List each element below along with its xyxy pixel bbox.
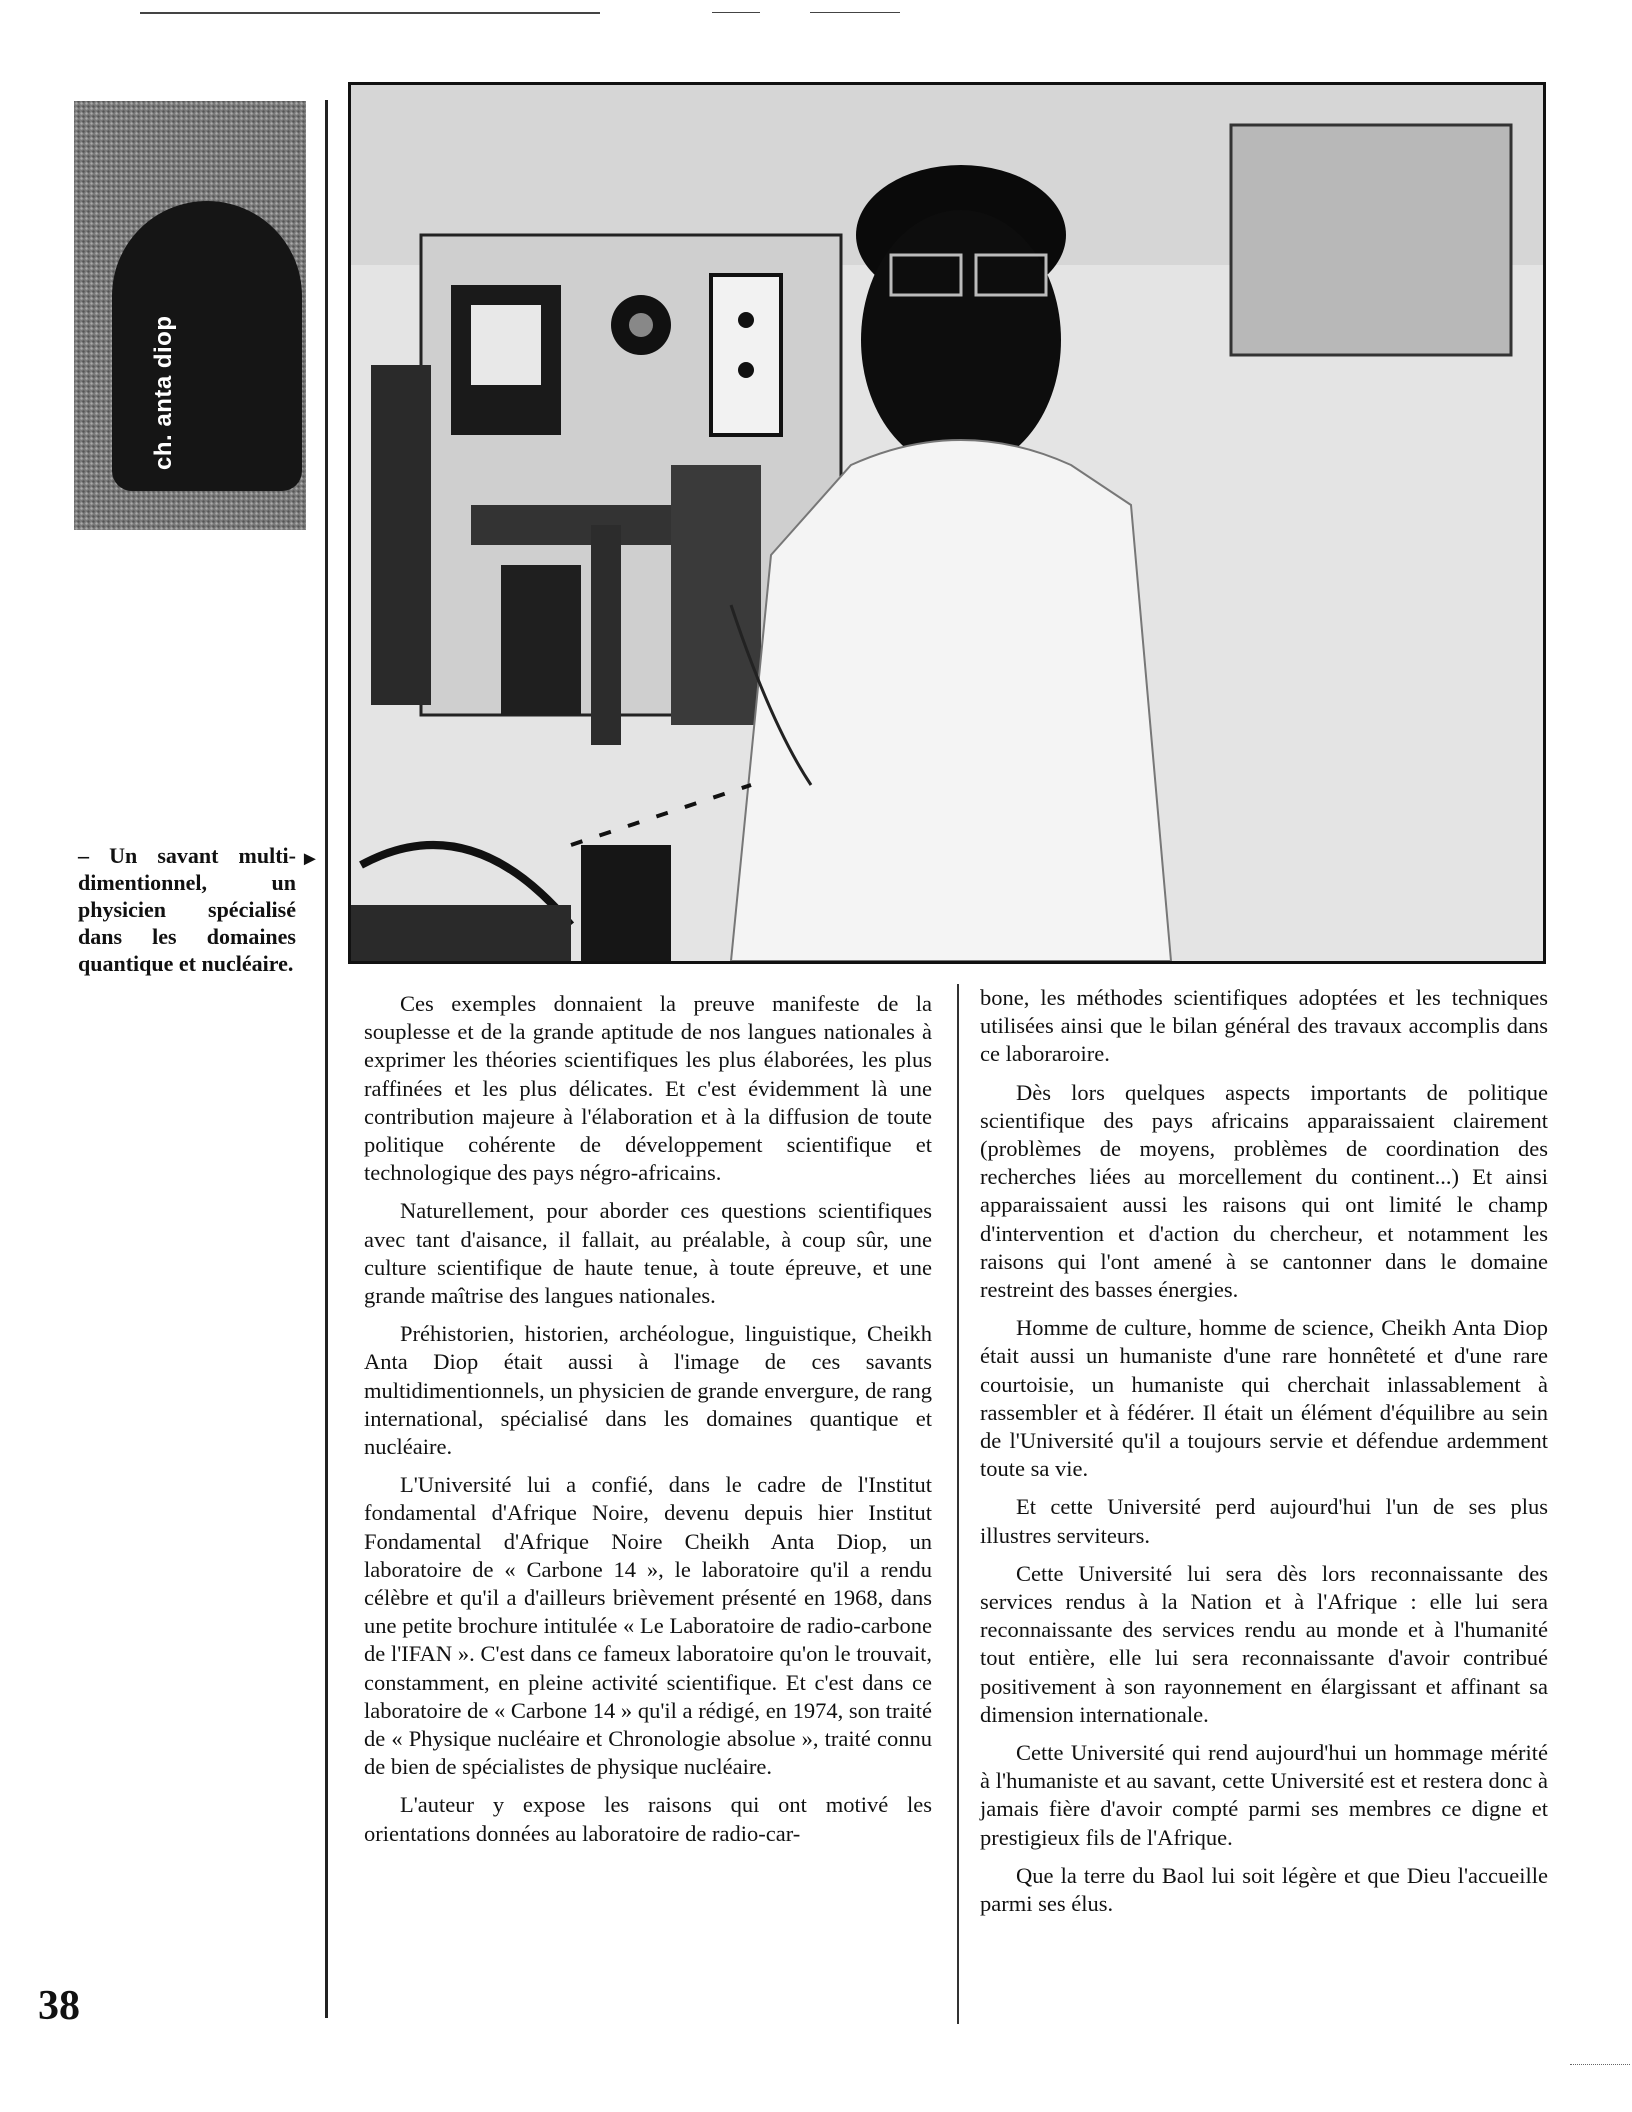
paragraph: Que la terre du Baol lui soit légère et que Dieu l'accueille parmi ses élus.: [980, 1862, 1548, 1917]
page-number: 38: [38, 1983, 80, 2029]
paragraph: L'Université lui a confié, dans le cadre de l'Institut fondamental d'Afrique Noire, devenu depuis hier Institut Fondamental d'Afrique Noire Cheikh Anta Diop, un laboratoire de « Carbone 14 », le laboratoire qu'il a rendu célèbre et qu'il a d'ailleurs brièvement présenté en 1968, dans une petite brochure intitulée « Le Laboratoire de radio-carbone de l'IFAN ». C'est dans ce fameux laboratoire qu'on le trouvait, constamment, en pleine activité scientifique. Et c'est dans ce laboratoire de « Carbone 14 » qu'il a rédigé, en 1974, son traité de « Physique nucléaire et Chronologie absolue », traité connu de bien de spécialistes de physique nucléaire.: [364, 1472, 932, 1780]
paragraph: Préhistorien, historien, archéologue, linguistique, Cheikh Anta Diop était aussi à l'image de ces savants multidimentionnels, un physicien de grande envergure, de rang international, spécialisé dans les domaines quantique et nucléaire.: [364, 1321, 932, 1460]
top-rule-right: [810, 12, 900, 13]
paragraph: bone, les méthodes scientifiques adoptées et les techniques utilisées ainsi que le bilan général des travaux accomplis dans ce laboraroire.: [980, 985, 1548, 1067]
paragraph: Homme de culture, homme de science, Cheikh Anta Diop était aussi un humaniste d'une rare honnêteté et d'une rare courtoisie, un humaniste qui cherchait inlassablement à rassembler et à fédérer. Il était un élément d'équilibre au sein de l'Université qu'il a toujours servie et défendue ardemment toute sa vie.: [980, 1315, 1548, 1482]
paragraph: Dès lors quelques aspects importants de politique scientifique des pays africains apparaissaient clairement (problèmes de moyens, problèmes de coordination des recherches liées au morcellement du continent...) Et ainsi apparaissaient aussi les raisons qui ont limité le champ d'intervention et d'action du chercheur, et notamment les raisons qui l'ont amené à se cantonner dans le domaine restreint des basses énergies.: [980, 1079, 1548, 1303]
paragraph: Naturellement, pour aborder ces questions scientifiques avec tant d'aisance, il fallait, au préalable, à coup sûr, une culture scientifique de haute tenue, à toute épreuve, et une grande maîtrise des langues nationales.: [364, 1198, 932, 1309]
section-banner: [74, 101, 306, 530]
paragraph: L'auteur y expose les raisons qui ont motivé les orientations données au laboratoire de radio-car-: [364, 1792, 932, 1846]
caption-arrow-icon: ►: [300, 848, 320, 870]
lab-photo: [348, 82, 1546, 964]
article-column-left: [364, 990, 932, 1858]
section-title: ch. anta diop: [150, 315, 177, 470]
photo-caption: – Un savant multi-dimentionnel, un physicien spécialisé dans les domaines quantique et nucléaire.: [78, 843, 296, 976]
top-rule-mid: [712, 12, 760, 13]
column-divider: [957, 984, 959, 2024]
article-column-right: [980, 984, 1548, 1928]
paragraph: Et cette Université perd aujourd'hui l'un de ses plus illustres serviteurs.: [980, 1494, 1548, 1548]
paragraph: Ces exemples donnaient la preuve manifeste de la souplesse et de la grande aptitude de nos langues nationales à exprimer les théories scientifiques les plus élaborées, les plus raffinées et les plus délicates. Et c'est évidemment là une contribution majeure à l'élaboration et à la diffusion de toute politique cohérente de développement scientifique et technologique des pays négro-africains.: [364, 991, 932, 1186]
paragraph: Cette Université qui rend aujourd'hui un hommage mérité à l'humaniste et au savant, cette Université est et restera donc à jamais fière d'avoir compté parmi ses membres ce digne et prestigieux fils de l'Afrique.: [980, 1740, 1548, 1850]
banner-silhouette: [112, 201, 302, 491]
top-rule-left: [140, 12, 600, 14]
margin-rule: [325, 100, 328, 2018]
man-in-laboratory-photo-icon: [351, 85, 1543, 961]
paragraph: Cette Université lui sera dès lors reconnaissante des services rendus à la Nation et à l'Afrique : elle lui sera reconnaissante des services rendu au monde et à l'humanité tout entière, elle lui sera reconnaissante d'avoir contribué positivement à son rayonnement en élargissant et affinant sa dimension internationale.: [980, 1560, 1548, 1727]
footer-dots: [1570, 2064, 1630, 2066]
